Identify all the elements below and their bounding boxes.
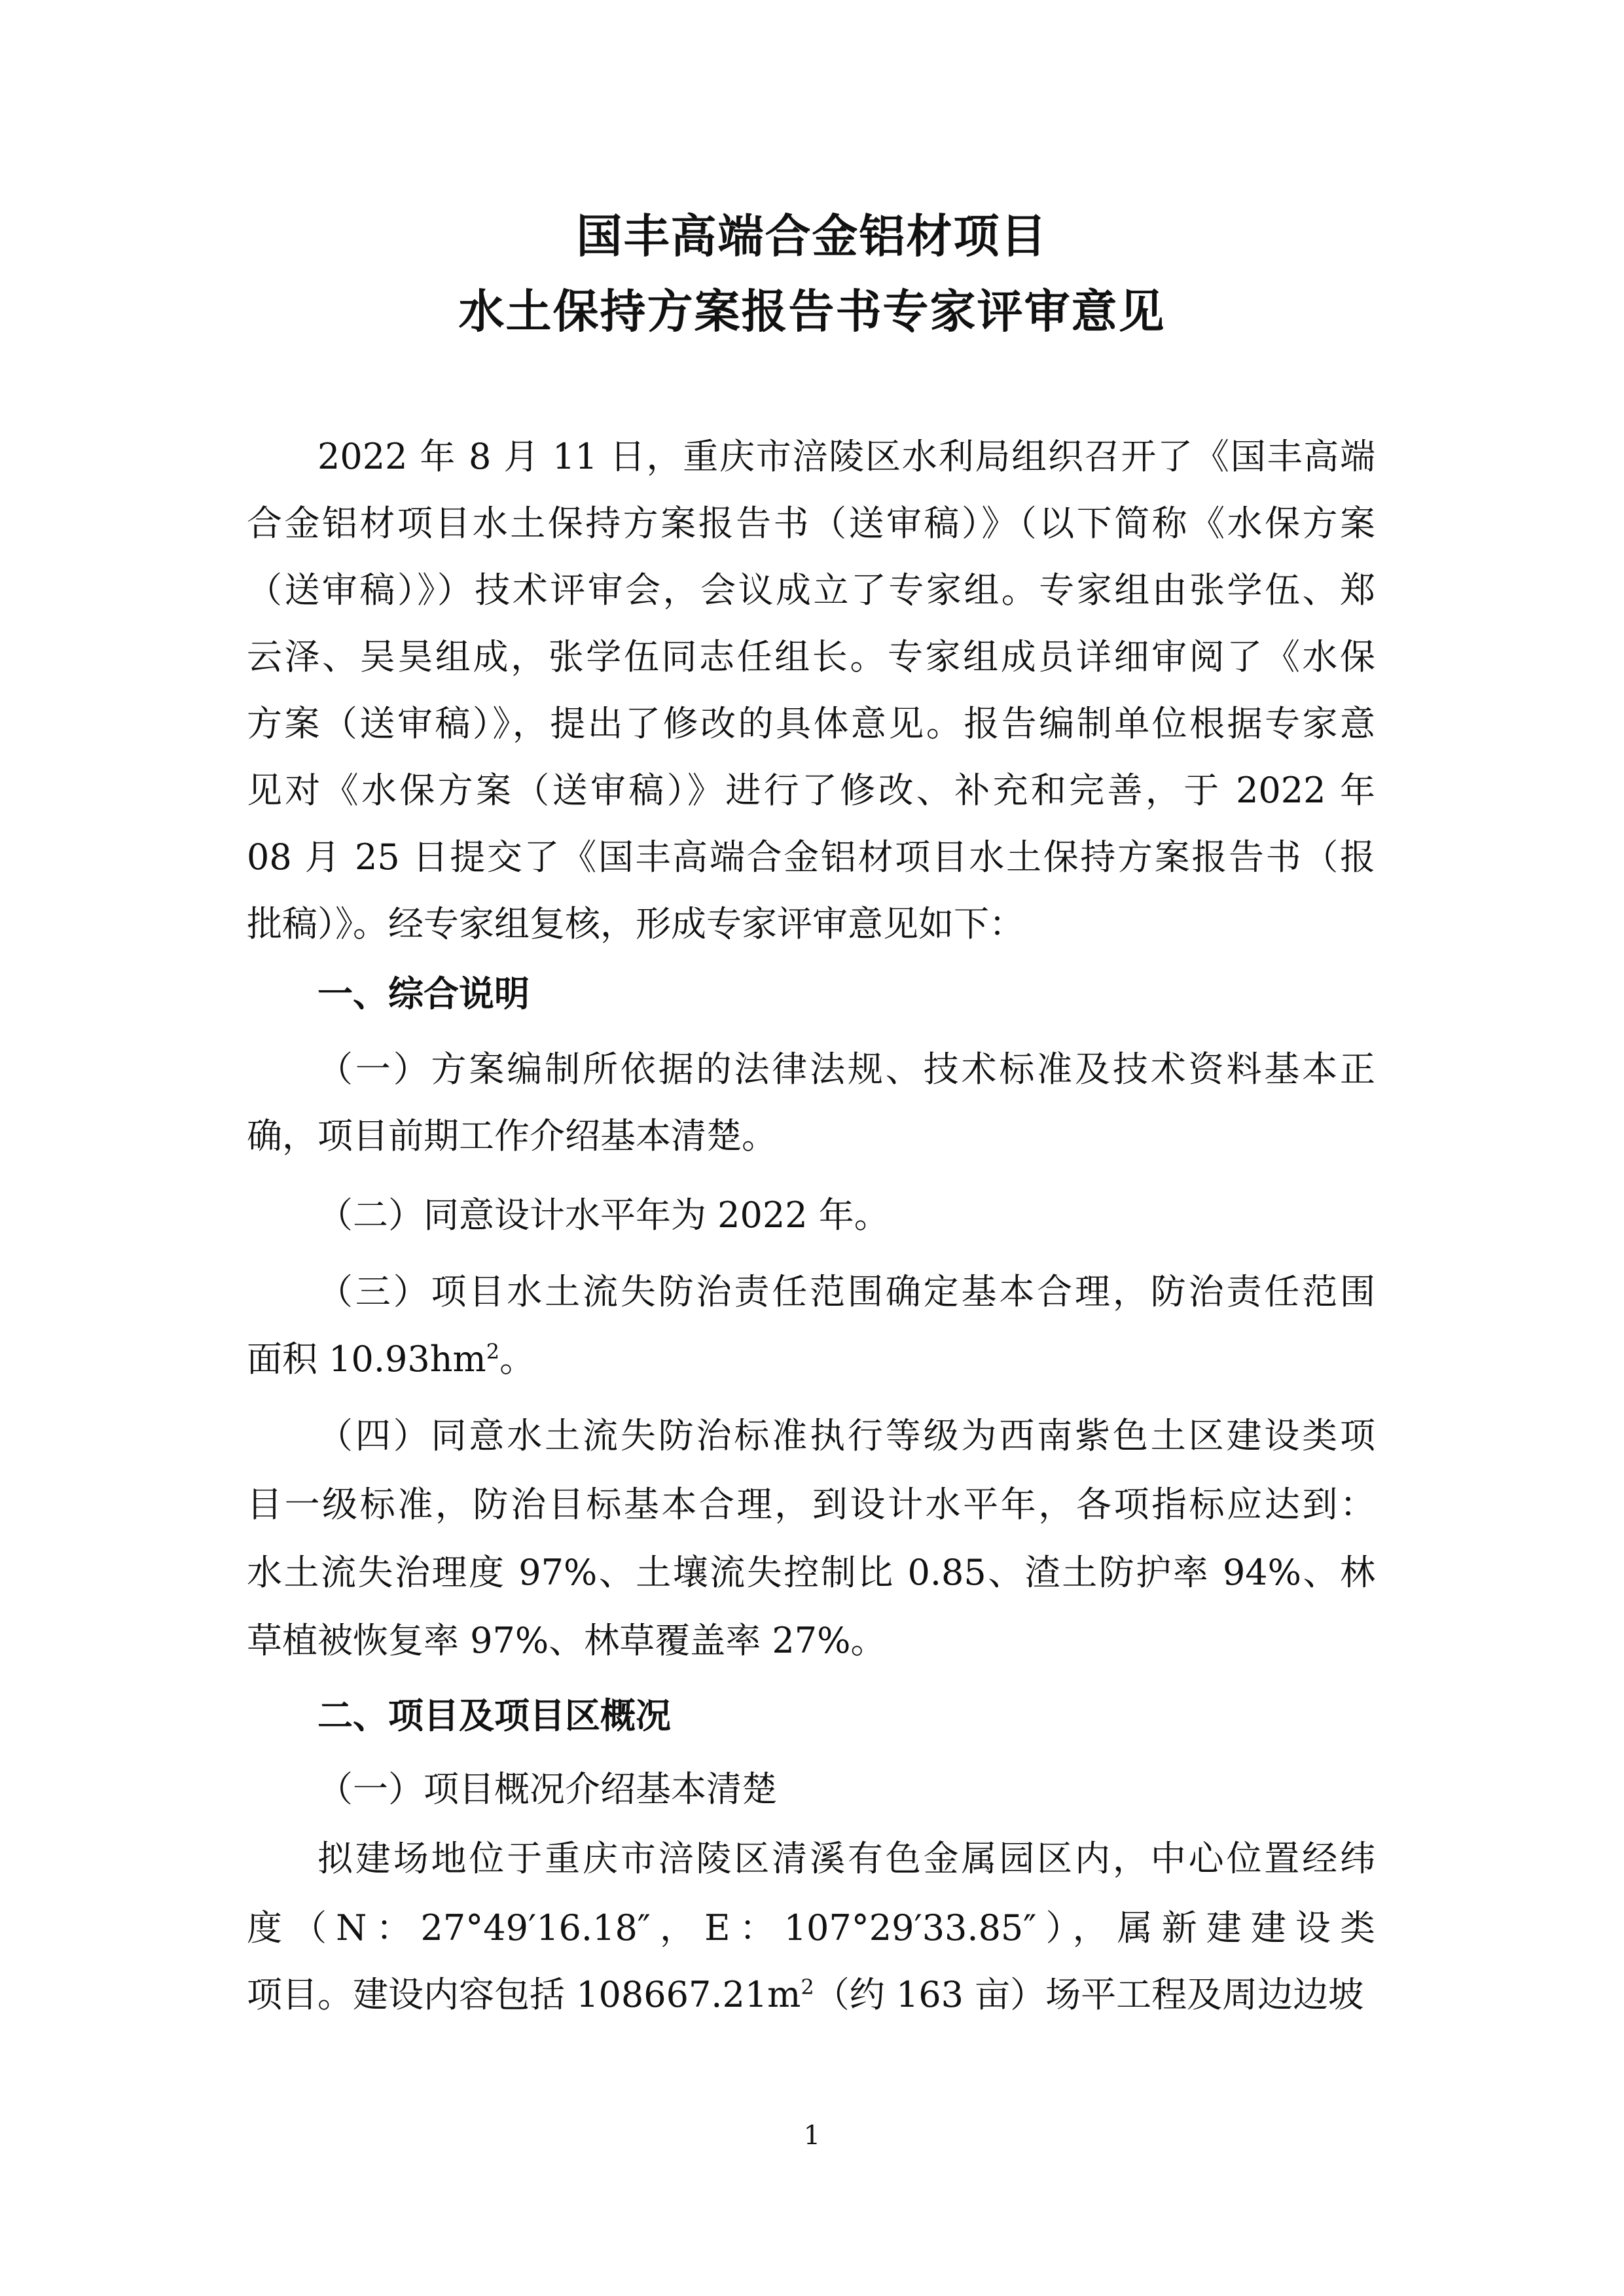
document-title-line-1: 国丰高端合金铝材项目 — [576, 209, 1048, 263]
section-1-item-3-line: （三）项目水土流失防治责任范围确定基本合理，防治责任范围 — [317, 1271, 1375, 1312]
intro-paragraph-line: （送审稿）》）技术评审会，会议成立了专家组。专家组由张学伍、郑 — [247, 569, 1375, 611]
section-2-paragraph-line: 度（N：27°49′16.18″，E：107°29′33.85″），属新建建设类 — [247, 1907, 1375, 1948]
construction-area-text: 项目。建设内容包括 108667.21m — [247, 1974, 801, 2015]
intro-paragraph-line: 批稿）》。经专家组复核，形成专家评审意见如下： — [247, 903, 1024, 944]
intro-paragraph-line: 合金铝材项目水土保持方案报告书（送审稿）》（以下简称《水保方案 — [247, 503, 1375, 544]
construction-area-superscript: 2 — [801, 1975, 814, 2000]
area-value-text: 面积 10.93hm — [247, 1338, 486, 1380]
section-1-item-4-line: （四）同意水土流失防治标准执行等级为西南紫色土区建设类项 — [317, 1415, 1375, 1456]
section-2-paragraph-line: 拟建场地位于重庆市涪陵区清溪有色金属园区内，中心位置经纬 — [317, 1838, 1375, 1879]
intro-paragraph-line: 方案（送审稿）》，提出了修改的具体意见。报告编制单位根据专家意 — [247, 703, 1375, 744]
area-line-ending: 。 — [499, 1338, 535, 1380]
area-unit-superscript: 2 — [486, 1339, 500, 1364]
document-title-line-2: 水土保持方案报告书专家评审意见 — [458, 284, 1166, 338]
intro-paragraph-line: 2022 年 8 月 11 日，重庆市涪陵区水利局组织召开了《国丰高端 — [317, 436, 1375, 477]
page-number: 1 — [803, 2121, 821, 2151]
section-1-heading: 一、综合说明 — [317, 973, 530, 1014]
section-2-heading: 二、项目及项目区概况 — [317, 1695, 671, 1736]
section-1-item-1-line: 确，项目前期工作介绍基本清楚。 — [247, 1115, 777, 1157]
intro-paragraph-line: 云泽、吴昊组成，张学伍同志任组长。专家组成员详细审阅了《水保 — [247, 636, 1375, 677]
section-1-item-4-line: 草植被恢复率 97%、林草覆盖率 27%。 — [247, 1620, 886, 1661]
section-2-paragraph-line-with-superscript — [247, 1975, 1375, 2015]
intro-paragraph-line: 见对《水保方案（送审稿）》进行了修改、补充和完善，于 2022 年 — [247, 770, 1375, 811]
section-1-item-1-line: （一）方案编制所依据的法律法规、技术标准及技术资料基本正 — [317, 1049, 1375, 1090]
section-2-item-1: （一）项目概况介绍基本清楚 — [317, 1768, 777, 1810]
section-1-item-4-line: 水土流失治理度 97%、土壤流失控制比 0.85、渣土防护率 94%、林 — [247, 1552, 1375, 1593]
section-1-item-3-area-line — [247, 1340, 1375, 1379]
construction-area-text-end: （约 163 亩）场平工程及周边边坡 — [814, 1974, 1364, 2015]
section-1-item-4-line: 目一级标准，防治目标基本合理，到设计水平年，各项指标应达到： — [247, 1484, 1375, 1525]
section-1-item-2: （二）同意设计水平年为 2022 年。 — [317, 1194, 890, 1236]
intro-paragraph-line: 08 月 25 日提交了《国丰高端合金铝材项目水土保持方案报告书（报 — [247, 836, 1375, 878]
